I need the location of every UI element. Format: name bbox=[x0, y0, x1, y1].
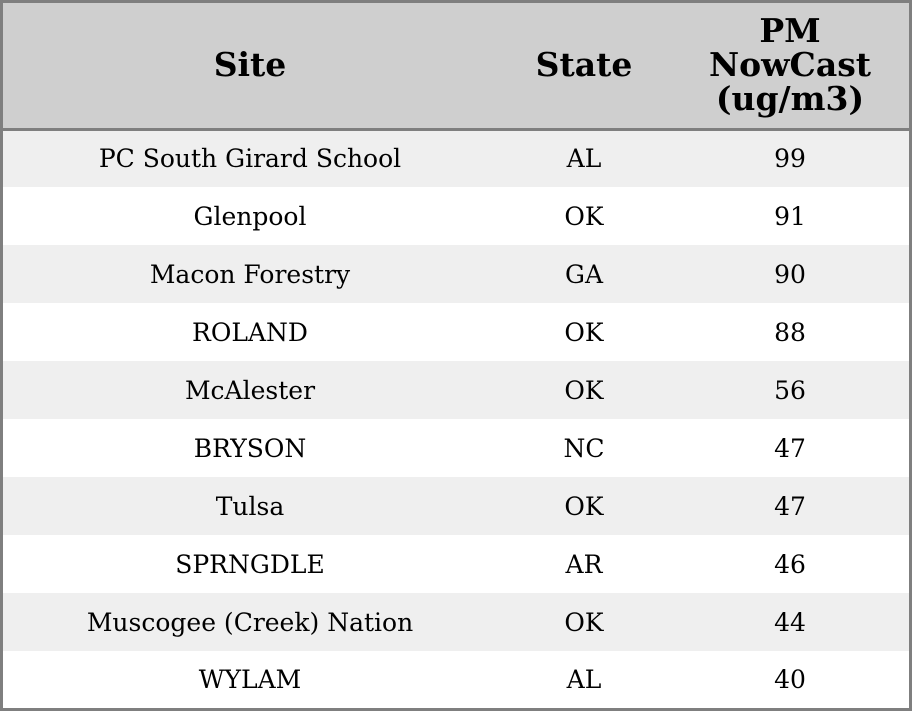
table-row bbox=[3, 535, 909, 593]
cell-site: BRYSON bbox=[193, 433, 307, 463]
cell-state: OK bbox=[564, 607, 604, 637]
header-pm-line-1: PM bbox=[759, 11, 821, 51]
header-site: Site bbox=[3, 3, 497, 129]
cell-state: OK bbox=[564, 375, 604, 405]
cell-state: AL bbox=[566, 664, 602, 694]
cell-state: OK bbox=[564, 201, 604, 231]
cell-pm-value: 91 bbox=[774, 201, 806, 231]
cell-site: Macon Forestry bbox=[149, 259, 351, 289]
table-header bbox=[3, 3, 909, 129]
cell-pm-value: 88 bbox=[774, 317, 806, 347]
cell-pm-value: 56 bbox=[774, 375, 806, 405]
table-row bbox=[3, 245, 909, 303]
cell-site: ROLAND bbox=[192, 317, 308, 347]
cell-state: OK bbox=[564, 317, 604, 347]
cell-state: AR bbox=[565, 549, 603, 579]
table-row bbox=[3, 361, 909, 419]
table-row bbox=[3, 477, 909, 535]
cell-pm-value: 40 bbox=[774, 664, 806, 694]
cell-state: NC bbox=[563, 433, 605, 463]
cell-pm-value: 44 bbox=[774, 607, 806, 637]
cell-site: Muscogee (Creek) Nation bbox=[86, 607, 414, 637]
cell-site: Tulsa bbox=[215, 491, 285, 521]
cell-pm-value: 47 bbox=[774, 491, 806, 521]
cell-pm-value: 99 bbox=[774, 144, 806, 174]
cell-site: WYLAM bbox=[198, 664, 302, 694]
header-row bbox=[3, 3, 909, 129]
cell-state: GA bbox=[564, 259, 604, 289]
table-row bbox=[3, 419, 909, 477]
table-row bbox=[3, 593, 909, 651]
table-row bbox=[3, 651, 909, 707]
table-row bbox=[3, 303, 909, 361]
cell-site: PC South Girard School bbox=[98, 144, 402, 174]
cell-pm-value: 47 bbox=[774, 433, 806, 463]
cell-site: SPRNGDLE bbox=[175, 549, 325, 579]
cell-pm-value: 90 bbox=[774, 259, 806, 289]
cell-pm-value: 46 bbox=[774, 549, 806, 579]
table-row bbox=[3, 187, 909, 245]
header-pm-nowcast bbox=[671, 3, 909, 129]
cell-state: AL bbox=[566, 144, 602, 174]
header-pm-line-2: NowCast bbox=[708, 45, 872, 85]
header-state: State bbox=[497, 3, 671, 129]
table-row bbox=[3, 129, 909, 187]
header-pm-line-3: (ug/m3) bbox=[715, 79, 865, 119]
cell-site: Glenpool bbox=[193, 201, 307, 231]
cell-site: McAlester bbox=[184, 375, 316, 405]
table-body bbox=[3, 129, 909, 707]
data-table bbox=[3, 3, 909, 707]
cell-state: OK bbox=[564, 491, 604, 521]
